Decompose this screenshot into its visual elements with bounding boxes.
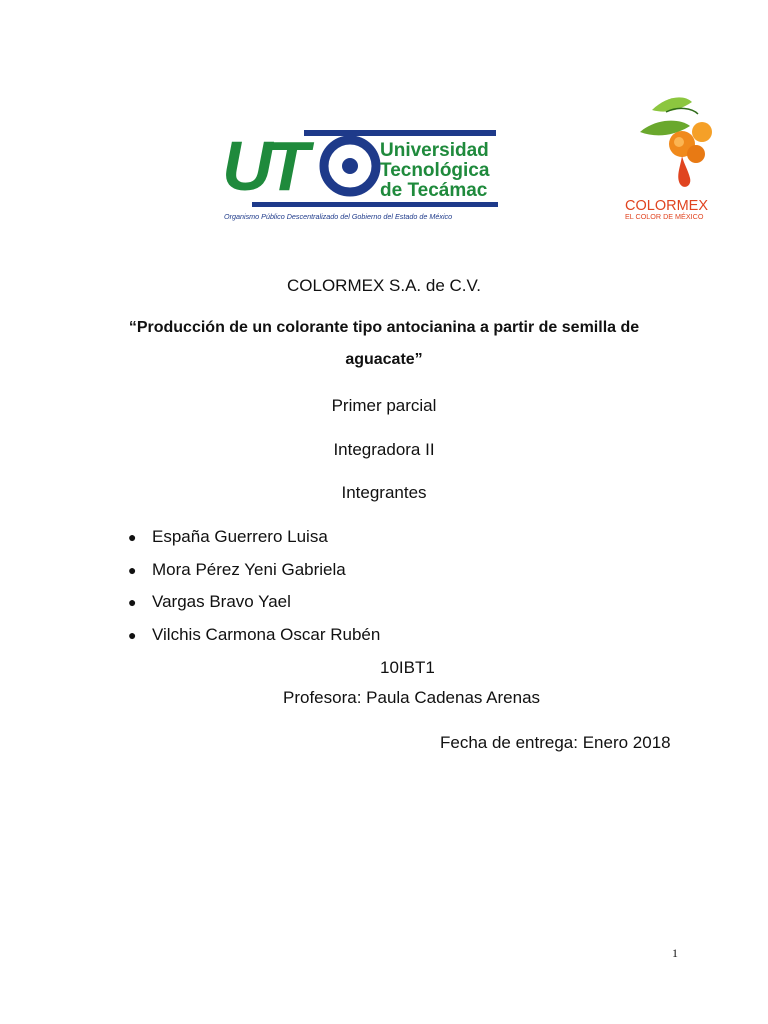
list-item [128,591,380,624]
ut-name-line3: de Tecámac [380,180,488,201]
colormex-tagline: EL COLOR DE MÉXICO [625,212,704,221]
bullet-icon: ● [128,561,137,578]
members-heading: Integrantes [341,483,427,502]
group-code: 10IBT1 [380,658,435,677]
member-name: Vargas Bravo Yael [152,592,291,611]
bullet-icon: ● [128,594,137,610]
colormex-logo-graphic [622,88,722,224]
ut-name-line1: Universidad [380,140,489,161]
ut-name-line2: Tecnológica [380,160,490,181]
ut-tagline: Organismo Público Descentralizado del Gobierno del Estado de México [224,212,453,221]
partial-label: Primer parcial [331,396,437,415]
delivery-date: Fecha de entrega: Enero 2018 [440,733,671,752]
page-number: 1 [672,946,678,960]
list-item [128,526,380,559]
list-item [128,559,380,592]
member-name: España Guerrero Luisa [152,527,328,546]
colormex-logo [622,88,722,224]
ut-letters: UT [222,127,304,205]
ut-logo-graphic [222,124,498,224]
project-title-line2: aguacate” [345,351,423,368]
colormex-name: COLORMEX [625,198,708,214]
member-name: Vilchis Carmona Oscar Rubén [152,624,381,644]
bullet-icon: ● [128,529,137,545]
members-list [128,526,380,656]
professor-name: Profesora: Paula Cadenas Arenas [283,688,541,707]
list-item [128,624,380,657]
course-name: Integradora II [333,440,435,459]
project-title-line1: “Producción de un colorante tipo antocianina a partir de semilla de [128,319,640,336]
ut-logo [222,124,498,224]
member-name: Mora Pérez Yeni Gabriela [152,559,346,579]
company-name: COLORMEX S.A. de C.V. [287,276,481,295]
bullet-icon: ● [128,626,137,643]
